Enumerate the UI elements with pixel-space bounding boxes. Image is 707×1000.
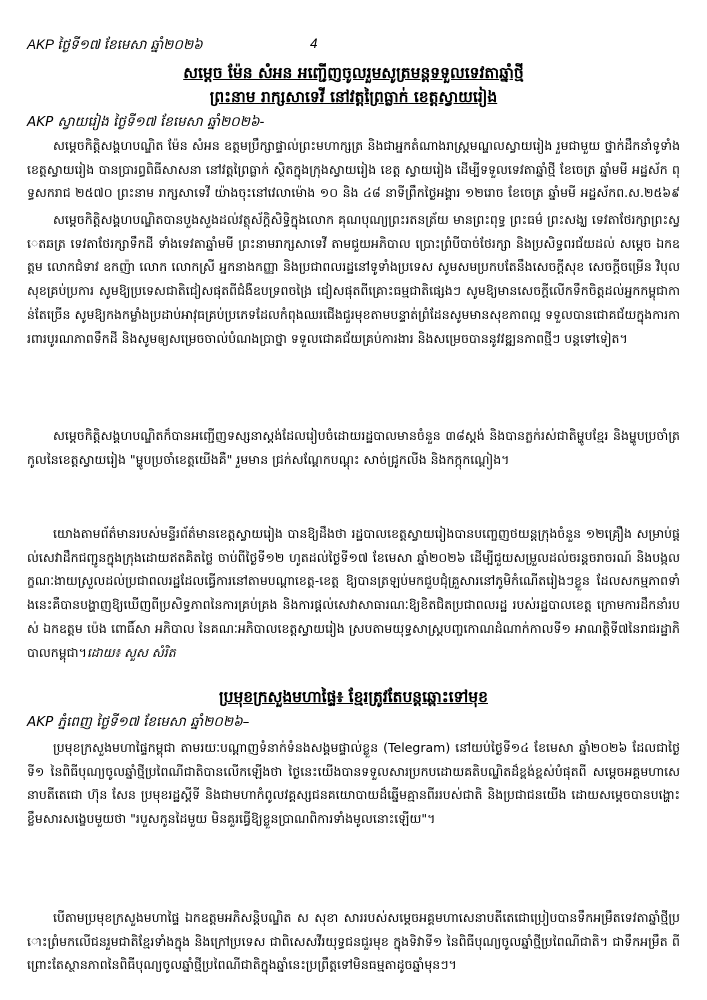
article1-paragraph-3: សម្តេចកិត្តិសង្គហបណ្ឌិតក៏បានអញ្ជើញទស្សនាស្តង់ដែលរៀបចំដោយរដ្ឋបាលមានចំនួន ៣៨ស្តង់ និងបានភ្លក់រស់ជាតិម្ហូបខ្មែរ និងម្ហូបប្រចាំត្រកូលនៃខេត្តស្វាយរៀង "ម្ហូបប្រចាំខេត្តយើងគឺ" រួមមាន ជ្រក់សណ្តែកបណ្តុះ សាច់ជ្រូកលីង និងកក្កុកណ្ដៀង។ — [27, 428, 680, 467]
article1-dateline: AKP ស្វាយរៀង ថ្ងៃទី១៧ ខែមេសា ឆ្នាំ២០២៦- — [27, 114, 265, 130]
article2-paragraph-2: បើតាមប្រមុខក្រសួងមហាផ្ទៃ ឯកឧត្តមអភិសន្តិបណ្ឌិត ស សុខា សាររបស់សម្តេចអគ្គមហាសេនាបតីតេជោប្រៀបបានទឹកអម្រឹតទេវតាឆ្នាំថ្មីប្រោះព្រំមកលើជនរួមជាតិខ្មែរទាំងក្នុង និងក្រៅប្រទេស ជាពិសេសវីរយុទ្ធជនជួរមុខ ក្នុងទិវាទី១ នៃពិធីបុណ្យចូលឆ្នាំថ្មីប្រពៃណីជាតិ។ ជាទឹកអម្រឹត ពីព្រោះតែស្ថានភាពនៃពិធីបុណ្យចូលឆ្នាំថ្មីប្រពៃណីជាតិក្នុងឆ្នាំនេះប្រព្រឹត្តទៅមិនធម្មតាដូចឆ្នាំមុនៗ។ — [27, 910, 680, 973]
article1-paragraph-4-text: យោងតាមព័ត៌មានរបស់មន្ទីរព័ត៌មានខេត្តស្វាយរៀង បានឱ្យដឹងថា រដ្ឋបាលខេត្តស្វាយរៀងបានបញ្ចេញថយន្តក្រុងចំនួន ១២គ្រឿង សម្រាប់ផ្តល់សេវាដឹកជញ្ជូនក្នុងក្រុងដោយឥតគិតថ្លៃ ចាប់ពីថ្ងៃទី១២ ហូតដល់ថ្ងៃទី១៧ ខែមេសា ឆ្នាំ២០២៦ ដើម្បីជួយសម្រួលដល់ចរន្តចរាចរណ៍ និងបង្កលក្ខណៈងាយស្រួលដល់ប្រជាពលរដ្ឋដែលធ្វើការនៅតាមបណ្តាខេត្ត-ខេត្ត ឱ្យបានត្រឡប់មកជួបជុំគ្រួសារនៅភូមិកំណើតរៀងៗខ្លួន ដែលសកម្មភាពទាំងនេះគឺបានបង្ហាញឱ្យឃើញពីប្រសិទ្ធភាពនៃការគ្រប់គ្រង និងការផ្តល់សេវាសាធារណៈឱ្យខិតជិតប្រជាពលរដ្ឋ របស់រដ្ឋបាលខេត្ត ក្រោមការដឹកនាំរបស់ ឯកឧត្តម ប៉េង ពោធិ៍សា អភិបាល នៃគណៈអភិបាលខេត្តស្វាយរៀង ស្របតាមយុទ្ធសាស្ត្របញ្ចកោណដំណាក់កាលទី១ អាណត្តិទី៧នៃរាជរដ្ឋាភិបាលកម្ពុជា។ — [27, 526, 680, 660]
article2-dateline: AKP ភ្នំពេញ ថ្ងៃទី១៧ ខែមេសា ឆ្នាំ២០២៦– — [27, 714, 250, 730]
article1-byline: ដោយ៖ សួស សំរិត — [86, 644, 176, 660]
page-header — [27, 36, 680, 58]
header-date: AKP ថ្ងៃទី១៧ ខែមេសា ឆ្នាំ២០២៦ — [27, 37, 203, 52]
article1-title-line2: ព្រះនាម រាក្សសាទេវី នៅវត្តព្រៃធ្លាក់ ខេត្តស្វាយរៀង — [209, 88, 498, 106]
article1-paragraph-1: សម្តេចកិត្តិសង្គហបណ្ឌិត ម៉ែន សំអន ឧត្តមប្រឹក្សាផ្ទាល់ព្រះមហាក្សត្រ និងជាអ្នកតំណាងរាស្ត្រមណ្ឌលស្វាយរៀង រួមជាមួយ ថ្នាក់ដឹកនាំទូទាំងខេត្តស្វាយរៀង បានប្រារព្ធពិធីសាសនា នៅវត្តព្រៃធ្លាក់ ស្ថិតក្នុងក្រុងស្វាយរៀង ខេត្ត ស្វាយរៀង ដើម្បីទទួលទេវតាឆ្នាំថ្មី ខែចេត្រ ឆ្នាំមមី អដ្ឋស័ក ពុទ្ធសករាជ ២៥៧០ ព្រះនាម រាក្សសាទេវី យ៉ាងចុះនៅវេលាម៉ោង ១០ និង ៤៨ នាទីព្រឹកថ្ងៃអង្គារ ១២រោច ខែចេត្រ ឆ្នាំមមី អដ្ឋស័កព.ស.២៥៦៩ — [27, 138, 680, 201]
article1-title-line1: សម្តេច ម៉ែន សំអន អញ្ជើញចូលរួមសូត្រមន្តទទួលទេវតាឆ្នាំថ្មី — [183, 64, 524, 82]
article1-paragraph-2: សម្តេចកិត្តិសង្គហបណ្ឌិតបានបួងសួងដល់វត្ថុស័ក្តិសិទ្ធិក្នុងលោក គុណបុណ្យព្រះរតនត្រ័យ មានព្រះពុទ្ធ ព្រះធម៌ ព្រះសង្ឃ ទេវតាថែរក្សាព្រះស្វេតឆត្រ ទេវតាថែរក្សាទឹកដី ទាំងទេវតាឆ្នាំមមី ព្រះនាមរាក្សសាទេវី តាមជួយអភិបាល ប្រោះព្រំបីបាច់ថែរក្សា និងប្រសិទ្ធពរជ័យដល់ សម្តេច ឯកឧត្តម លោកជំទាវ ឧកញ៉ា លោក លោកស្រី អ្នកនាងកញ្ញា និងប្រជាពលរដ្ឋនៅទូទាំងប្រទេស សូមសមប្រកបតែនឹងសេចក្តីសុខ សេចក្តីចម្រើន វិបុលសុខគ្រប់ប្រការ សូមឱ្យប្រទេសជាតិជៀសផុតពីជំងឺឧបទ្រពចង្រៃ ជៀសផុតពីគ្រោះធម្មជាតិផ្សេងៗ សូមឱ្យមានសេចក្តីលើកទឹកចិត្តដល់អ្នកកម្ពុជាកាន់តែច្រើន សូមឱ្យកងកម្លាំងប្រដាប់អាវុធគ្រប់ប្រភេទដែលកំពុងឈរជើងជួរមុខតាមបន្ទាត់ព្រំដែនសូមមានសុខភាពល្អ ទទួលបានជោគជ័យក្នុងការការពារបូរណភាពទឹកដី និងសូមឲ្យសម្រេចចាល់បំណងប្រាថ្នា ទទួលជោគជ័យគ្រប់ការងារ និងសម្រេចបាននូវវឌ្ឍនភាពថ្មីៗ បន្តទៅទៀត។ — [27, 212, 680, 346]
article2-paragraph-1: ប្រមុខក្រសួងមហាផ្ទៃកម្ពុជា តាមរយៈបណ្តាញទំនាក់ទំនងសង្គមផ្ទាល់ខ្លួន (Telegram) នៅយប់ថ្ងៃទី១៤ ខែមេសា ឆ្នាំ២០២៦ ដែលជាថ្ងៃទី១ នៃពិធីបុណ្យចូលឆ្នាំថ្មីប្រពៃណីជាតិបានលើកឡើងថា ថ្ងៃនេះយើងបានទទួលសារប្រកបដោយគតិបណ្ឌិតដ៏ខ្ពង់ខ្ពស់បំផុតពី សម្តេចអគ្គមហាសេនាបតីតេជោ ហ៊ុន សែន ប្រមុខរដ្ឋស្តីទី និងជាមហាកំពូលវគ្គស្សជនគយោបាយដ៏ឆ្នើមគ្មានពីររបស់ជាតិ និងប្រជាជនយើង ដោយសម្តេចបានបង្ហោះខ្លឹមសារសង្ខេបមួយថា "របួសកូនដៃមួយ មិនគួរធ្វើឱ្យខ្លួនប្រាណពិការទាំងមូលនោះឡើយ"។ — [27, 740, 680, 827]
article2-title: ប្រមុខក្រសួងមហាផ្ទៃ៖ ខ្មែរត្រូវតែបន្តឆ្ពោះទៅមុខ — [218, 688, 488, 706]
page-number: 4 — [310, 36, 318, 51]
article1-paragraph-4 — [27, 522, 680, 684]
